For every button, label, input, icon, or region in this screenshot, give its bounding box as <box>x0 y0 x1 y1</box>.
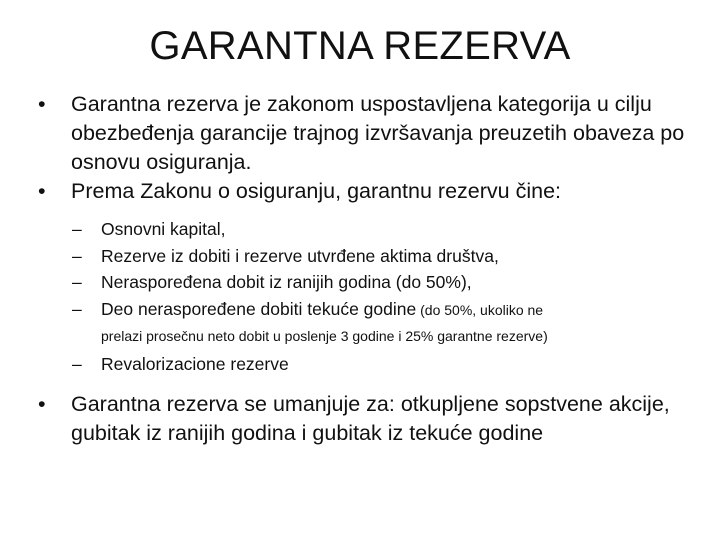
sub-item <box>38 243 698 270</box>
sub-item-note: (do 50%, ukoliko ne <box>416 301 544 318</box>
dash-marker: – <box>72 272 82 292</box>
bullet-item <box>38 390 698 448</box>
bullet-text: je zakonom uspostavljena kategorija u cilju obezbeđenja garancije trajnog izvršavanja preuzetih obaveza po osnovu osiguranja. <box>71 92 685 174</box>
sub-item-text: Neraspoređena dobit iz ranijih godina (do 50%), <box>101 272 472 292</box>
dash-marker: – <box>72 298 82 319</box>
bullet-marker: • <box>38 179 46 203</box>
slide-title: GARANTNA REZERVA <box>149 24 571 68</box>
bullet-item <box>38 90 698 177</box>
sub-item <box>38 351 698 378</box>
sub-item <box>38 296 698 348</box>
bullet-text: Garantna rezerva se umanjuje za: otkupljene sopstvene akcije, gubitak iz ranijih godina i gubitak iz tekuće godine <box>71 391 670 445</box>
dash-marker: – <box>72 354 82 374</box>
sub-item <box>38 216 698 243</box>
sub-item-text: Deo neraspoređene dobiti tekuće godine <box>101 298 417 319</box>
bullet-marker: • <box>38 391 46 416</box>
sub-item-text: Osnovni kapital, <box>101 219 226 239</box>
sub-item-text: Revalorizacione rezerve <box>101 354 289 374</box>
sub-item-text: Rezerve iz dobiti i rezerve utvrđene aktima društva, <box>101 245 499 266</box>
bullet-lead-text: Garantna rezerva <box>71 92 239 116</box>
bullet-marker: • <box>38 92 46 116</box>
dash-marker: – <box>72 245 82 266</box>
bullet-item <box>38 177 698 206</box>
sub-item <box>38 269 698 296</box>
sub-item-note-continuation: prelazi prosečnu neto dobit u poslenje 3 godine i 25% garantne rezerve) <box>101 328 548 344</box>
dash-marker: – <box>72 219 82 239</box>
slide-body <box>38 90 698 448</box>
bullet-text: Prema Zakonu o osiguranju, garantnu rezervu čine: <box>71 179 561 203</box>
